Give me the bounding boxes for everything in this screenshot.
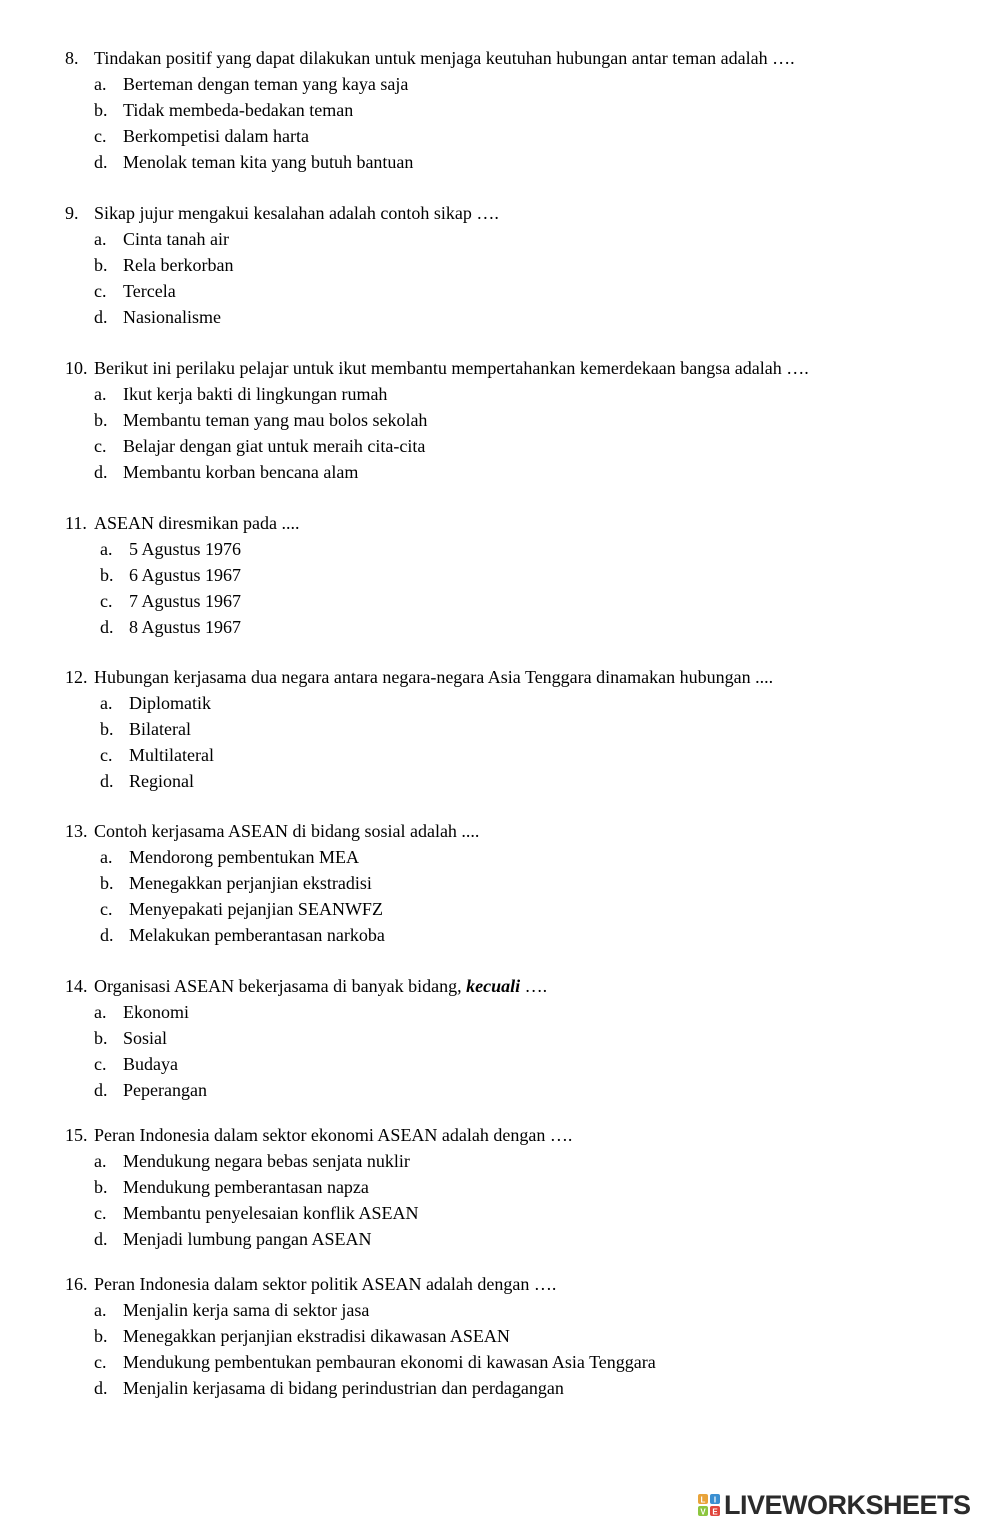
option-b[interactable]: b. Membantu teman yang mau bolos sekolah <box>94 410 428 430</box>
option-a[interactable]: a. Cinta tanah air <box>94 229 229 249</box>
question-ellipsis: …. <box>524 976 548 996</box>
logo-letter: I <box>713 1495 717 1505</box>
question-text: Contoh kerjasama ASEAN di bidang sosial adalah .... <box>94 821 480 841</box>
option-a[interactable]: a. Berteman dengan teman yang kaya saja <box>94 74 409 94</box>
question-number: 11. <box>65 513 87 533</box>
question-stem <box>65 818 965 844</box>
question-text: Tindakan positif yang dapat dilakukan untuk menjaga keutuhan hubungan antar teman adalah …. <box>94 48 795 68</box>
liveworksheets-logo-icon <box>697 1493 721 1517</box>
option-c[interactable]: c. Membantu penyelesaian konflik ASEAN <box>94 1203 419 1223</box>
question-stem <box>65 510 965 536</box>
question-text: Hubungan kerjasama dua negara antara negara-negara Asia Tenggara dinamakan hubungan .... <box>94 667 774 687</box>
question-text: Berikut ini perilaku pelajar untuk ikut membantu mempertahankan kemerdekaan bangsa adalah …. <box>94 358 809 378</box>
question-13 <box>65 818 965 948</box>
question-number: 15. <box>65 1125 88 1145</box>
option-a[interactable]: a. 5 Agustus 1976 <box>100 539 242 559</box>
option-c[interactable]: c. Budaya <box>94 1054 178 1074</box>
option-c[interactable]: c. Multilateral <box>100 745 214 765</box>
option-c[interactable]: c. Berkompetisi dalam harta <box>94 126 309 146</box>
question-stem <box>65 664 965 690</box>
option-a[interactable]: a. Menjalin kerja sama di sektor jasa <box>94 1300 370 1320</box>
question-number: 13. <box>65 821 88 841</box>
option-d[interactable]: d. Nasionalisme <box>94 307 221 327</box>
question-15 <box>65 1122 965 1252</box>
question-text: Peran Indonesia dalam sektor ekonomi ASEAN adalah dengan …. <box>94 1125 573 1145</box>
option-d[interactable]: d. Peperangan <box>94 1080 207 1100</box>
option-c[interactable]: c. Menyepakati pejanjian SEANWFZ <box>100 899 383 919</box>
question-number: 12. <box>65 667 88 687</box>
question-stem <box>65 45 965 71</box>
option-c[interactable]: c. Tercela <box>94 281 176 301</box>
option-b[interactable]: b. Sosial <box>94 1028 168 1048</box>
option-a[interactable]: a. Ekonomi <box>94 1002 189 1022</box>
option-c[interactable]: c. Mendukung pembentukan pembauran ekonomi di kawasan Asia Tenggara <box>94 1352 656 1372</box>
option-c[interactable]: c. 7 Agustus 1967 <box>100 591 242 611</box>
option-b[interactable]: b. Menegakkan perjanjian ekstradisi <box>100 873 372 893</box>
option-d[interactable]: d. Membantu korban bencana alam <box>94 462 359 482</box>
question-stem <box>65 200 965 226</box>
logo-letter: V <box>700 1507 706 1517</box>
option-b[interactable]: b. Tidak membeda-bedakan teman <box>94 100 354 120</box>
question-9 <box>65 200 965 330</box>
question-keyword: kecuali <box>466 976 521 996</box>
liveworksheets-logo-text: LIVEWORKSHEETS <box>724 1489 971 1520</box>
question-stem <box>65 973 965 999</box>
question-number: 8. <box>65 48 79 68</box>
option-d[interactable]: d. Menolak teman kita yang butuh bantuan <box>94 152 414 172</box>
question-text: Sikap jujur mengakui kesalahan adalah contoh sikap …. <box>94 203 499 223</box>
option-b[interactable]: b. Mendukung pemberantasan napza <box>94 1177 369 1197</box>
liveworksheets-branding[interactable] <box>697 1490 971 1520</box>
option-a[interactable]: a. Diplomatik <box>100 693 211 713</box>
option-d[interactable]: d. Menjalin kerjasama di bidang perindustrian dan perdagangan <box>94 1378 564 1398</box>
option-b[interactable]: b. Rela berkorban <box>94 255 234 275</box>
option-a[interactable]: a. Mendorong pembentukan MEA <box>100 847 359 867</box>
option-b[interactable]: b. Menegakkan perjanjian ekstradisi dikawasan ASEAN <box>94 1326 510 1346</box>
question-number: 9. <box>65 203 79 223</box>
option-a[interactable]: a. Ikut kerja bakti di lingkungan rumah <box>94 384 388 404</box>
option-d[interactable]: d. 8 Agustus 1967 <box>100 617 242 637</box>
question-16 <box>65 1271 965 1401</box>
question-11 <box>65 510 965 640</box>
question-text: ASEAN diresmikan pada .... <box>94 513 300 533</box>
question-text: Organisasi ASEAN bekerjasama di banyak bidang, <box>94 976 462 996</box>
question-8 <box>65 45 965 175</box>
question-10 <box>65 355 965 485</box>
option-b[interactable]: b. Bilateral <box>100 719 191 739</box>
logo-letter: L <box>700 1495 706 1505</box>
question-number: 16. <box>65 1274 88 1294</box>
question-12 <box>65 664 965 794</box>
logo-letter: E <box>712 1507 718 1517</box>
question-text: Peran Indonesia dalam sektor politik ASEAN adalah dengan …. <box>94 1274 557 1294</box>
option-b[interactable]: b. 6 Agustus 1967 <box>100 565 242 585</box>
question-stem <box>65 1122 965 1148</box>
option-d[interactable]: d. Regional <box>100 771 194 791</box>
question-stem <box>65 1271 965 1297</box>
question-number: 10. <box>65 358 88 378</box>
question-number: 14. <box>65 976 88 996</box>
question-stem <box>65 355 965 381</box>
question-14 <box>65 973 965 1103</box>
option-d[interactable]: d. Menjadi lumbung pangan ASEAN <box>94 1229 372 1249</box>
option-d[interactable]: d. Melakukan pemberantasan narkoba <box>100 925 385 945</box>
option-c[interactable]: c. Belajar dengan giat untuk meraih cita-cita <box>94 436 426 456</box>
option-a[interactable]: a. Mendukung negara bebas senjata nuklir <box>94 1151 410 1171</box>
